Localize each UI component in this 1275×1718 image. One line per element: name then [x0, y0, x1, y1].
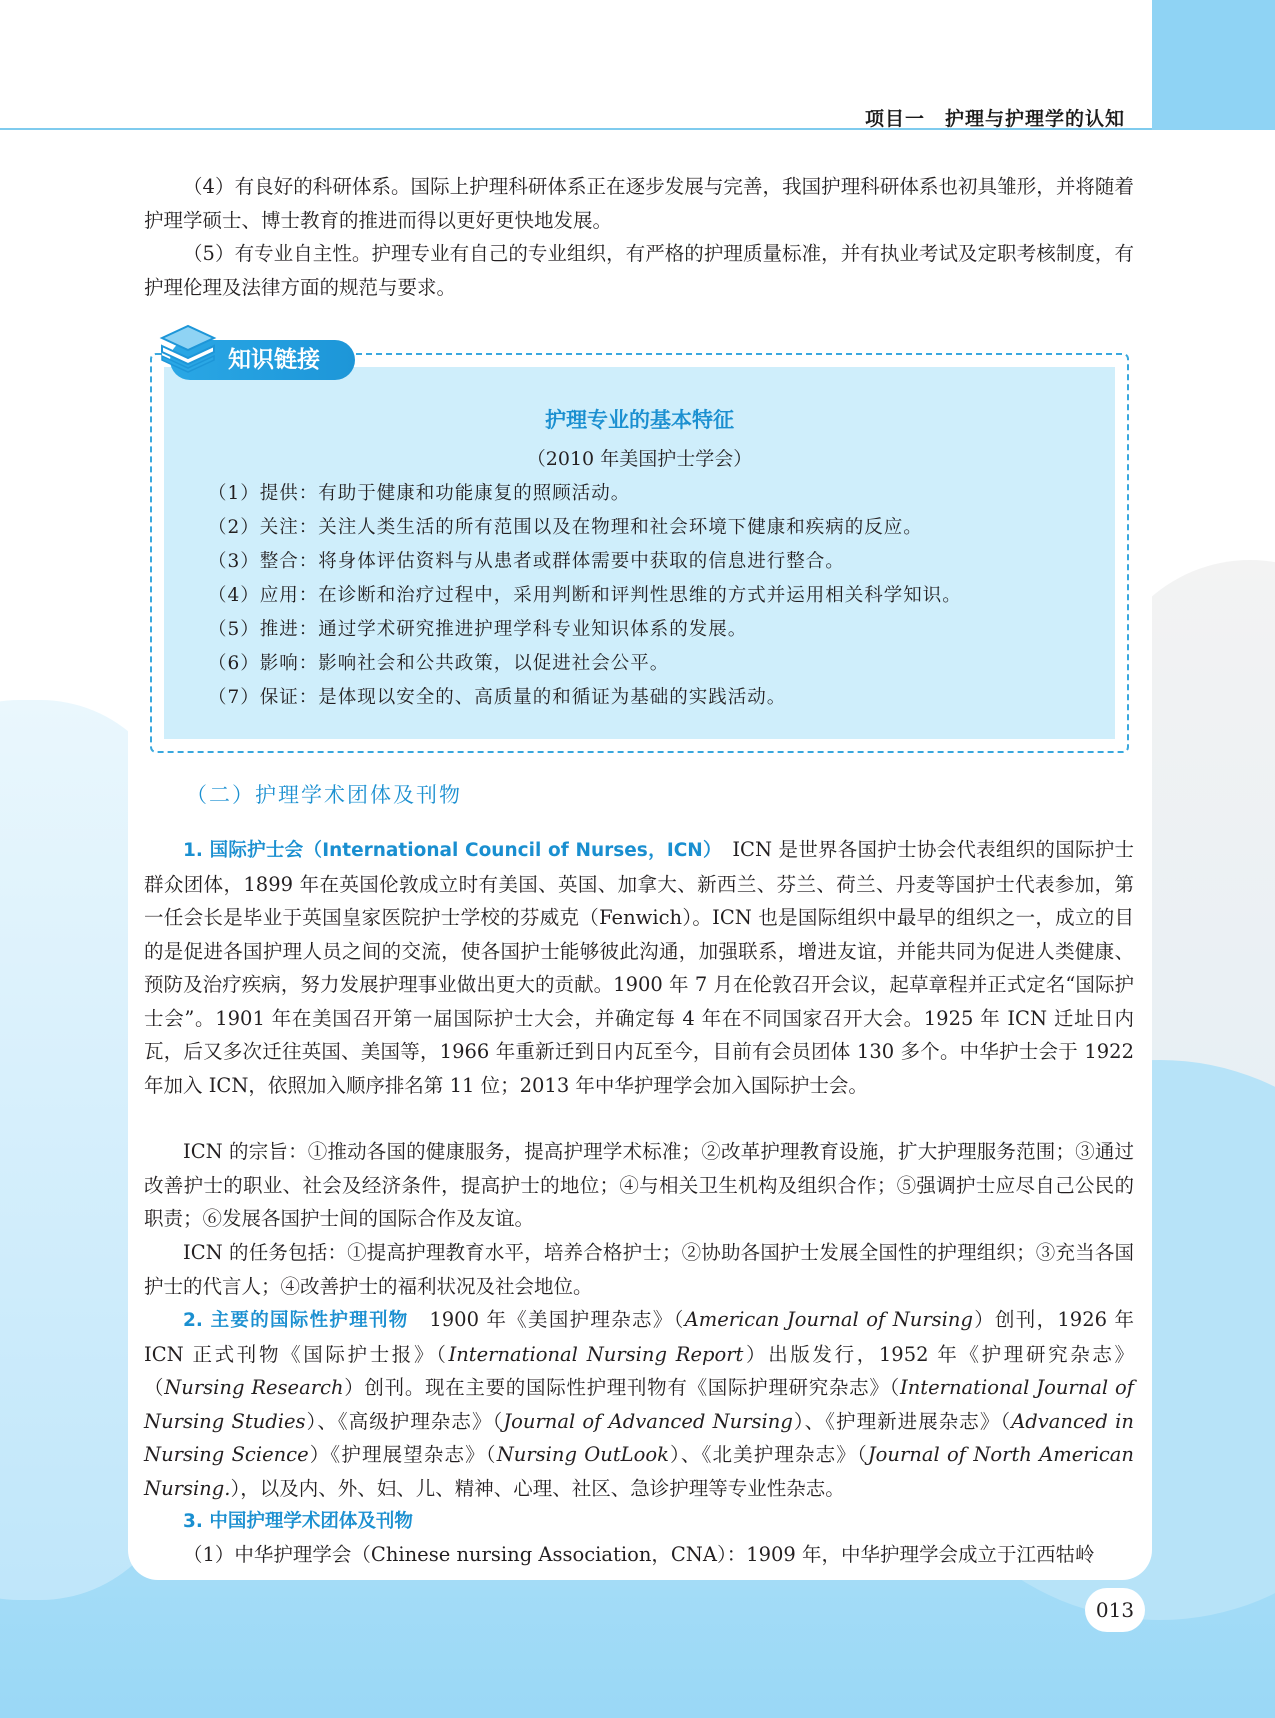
journal-title: Journal of Advanced Nursing: [503, 1409, 793, 1433]
journal-title: International Journal of Nursing Studies: [144, 1376, 1134, 1433]
journal-title: American Journal of Nursing: [684, 1308, 973, 1331]
list-item: （7）保证：是体现以安全的、高质量的和循证为基础的实践活动。: [208, 687, 787, 708]
journals-text: ），以及内、外、妇、儿、精神、心理、社区、急诊护理等专业性杂志。: [230, 1476, 845, 1500]
knowledge-link-badge: 知识链接: [170, 340, 355, 380]
list-item: （3）整合：将身体评估资料与从患者或群体需要中获取的信息进行整合。: [208, 551, 845, 572]
journal-title: International Nursing Report: [448, 1342, 744, 1366]
book-stack-icon: [158, 318, 218, 374]
list-item: （2）关注：关注人类生活的所有范围以及在物理和社会环境下健康和疾病的反应。: [208, 517, 923, 538]
journals-text: ）创刊，1926 年 ICN 正式刊物《国际护士报》（: [144, 1308, 1135, 1366]
knowledge-link-subtitle: （2010 年美国护士学会）: [526, 448, 753, 470]
cna-paragraph: （1）中华护理学会（Chinese nursing Association，CNA）：1909 年，中华护理学会成立于江西牯岭: [183, 1543, 1095, 1566]
section-heading: （二）护理学术团体及刊物: [186, 783, 462, 807]
running-header: 项目一 护理与护理学的认知: [864, 108, 1125, 130]
icn-purpose-paragraph: ICN 的宗旨：①推动各国的健康服务，提高护理学术标准；②改革护理教育设施，扩大护理服务范围；③通过改善护士的职业、社会及经济条件，提高护士的地位；④与相关卫生机构及组织合作；⑤强调护士应尽自己公民的职责；⑥发展各国护士间的国际合作及友谊。: [144, 1140, 1134, 1230]
icn-text: ICN 是世界各国护士协会代表组织的国际护士群众团体，1899 年在英国伦敦成立时有美国、英国、加拿大、新西兰、芬兰、荷兰、丹麦等国护士代表参加，第一任会长是毕业于英国皇家医院护士学校的芬威克（Fenwich）。ICN 也是国际组织中最早的组织之一，成立的目的是促进各国护理人员之间的交流，使各国护士能够彼此沟通，加强联系，增进友谊，并能共同为促进人类健康、预防及治疗疾病，努力发展护理事业做出更大的贡献。1900 年 7 月在伦敦召开会议，起草章程并正式定名“国际护士会”。1901 年在美国召开第一届国际护士大会，并确定每 4 年在不同国家召开大会。1925 年 ICN 迁址日内瓦，后又多次迁往英国、美国等，1966 年重新迁到日内瓦至今，目前有会员团体 130 多个。中华护士会于 1922 年加入 ICN，依照加入顺序排名第 11 位；2013 年中华护理学会加入国际护士会。: [144, 838, 1134, 1097]
intro-paragraph-5: （5）有专业自主性。护理专业有自己的专业组织，有严格的护理质量标准，并有执业考试及定职考核制度，有护理伦理及法律方面的规范与要求。: [144, 242, 1134, 299]
intro-paragraph-4: （4）有良好的科研体系。国际上护理科研体系正在逐步发展与完善，我国护理科研体系也初具雏形，并将随着护理学硕士、博士教育的推进而得以更好更快地发展。: [144, 175, 1134, 232]
icn-paragraph: [144, 833, 1134, 1102]
header-accent-bar: [1152, 0, 1275, 130]
knowledge-link-title: 护理专业的基本特征: [545, 408, 734, 432]
journals-text: ）创刊。现在主要的国际性护理刊物有《国际护理研究杂志》（: [343, 1376, 900, 1399]
page-number: 013: [1085, 1588, 1145, 1632]
journals-lead: 2. 主要的国际性护理刊物: [183, 1310, 409, 1331]
journal-title: Journal of North American Nursing.: [144, 1443, 1134, 1500]
journals-text: ）、《北美护理杂志》（: [668, 1443, 868, 1466]
journals-text: ）、《护理新进展杂志》（: [792, 1409, 1012, 1433]
list-item: （6）影响：影响社会和公共政策，以促进社会公平。: [208, 653, 670, 674]
list-item: （1）提供：有助于健康和功能康复的照顾活动。: [208, 483, 631, 504]
icn-tasks-paragraph: ICN 的任务包括：①提高护理教育水平，培养合格护士；②协助各国护士发展全国性的护理组织；③充当各国护士的代言人；④改善护士的福利状况及社会地位。: [144, 1241, 1134, 1298]
journal-title: Nursing OutLook: [496, 1443, 669, 1466]
journals-paragraph: [144, 1303, 1134, 1505]
knowledge-link-list: [208, 477, 962, 715]
journal-title: Advanced in Nursing Science: [144, 1409, 1134, 1466]
list-item: （5）推进：通过学术研究推进护理学科专业知识体系的发展。: [208, 619, 748, 640]
journals-text: ）、《高级护理杂志》（: [305, 1409, 504, 1433]
journal-title: Nursing Research: [164, 1376, 344, 1399]
journals-text: ）出版发行，1952 年《护理研究杂志》（: [144, 1342, 1135, 1399]
journals-text: 1900 年《美国护理杂志》（: [408, 1308, 685, 1331]
icn-lead: 1. 国际护士会（International Council of Nurses，ICN）: [183, 840, 713, 861]
list-item: （4）应用：在诊断和治疗过程中，采用判断和评判性思维的方式并运用相关科学知识。: [208, 585, 962, 606]
china-lead: 3. 中国护理学术团体及刊物: [183, 1511, 413, 1532]
journals-text: ）《护理展望杂志》（: [308, 1443, 497, 1466]
china-heading-paragraph: [144, 1504, 1134, 1539]
